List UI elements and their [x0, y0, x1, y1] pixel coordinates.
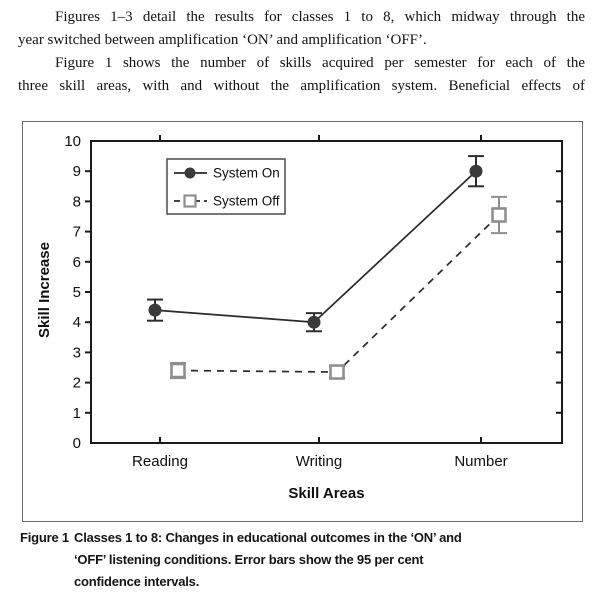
y-tick-label: 4 — [72, 314, 81, 332]
y-tick-label: 9 — [72, 163, 81, 181]
caption-label: Figure 1 — [20, 530, 69, 545]
y-tick-label: 10 — [64, 133, 81, 150]
y-tick-label: 6 — [72, 253, 81, 271]
marker-filled-circle — [308, 316, 321, 329]
y-tick-label: 1 — [72, 404, 81, 422]
y-tick-label: 5 — [72, 284, 81, 301]
y-tick-label: 2 — [72, 374, 81, 392]
x-axis-title: Skill Areas — [288, 485, 365, 502]
body-text — [18, 6, 585, 98]
y-tick-label: 7 — [72, 223, 81, 241]
text-line: three skill areas, with and without the amplification system. Beneficial effects of — [18, 78, 585, 94]
x-category-label: Number — [454, 453, 508, 470]
text-line: Figures 1–3 detail the results for classes 1 to 8, which midway through the — [55, 9, 585, 25]
y-tick-label: 0 — [72, 435, 81, 452]
legend-label: System Off — [213, 193, 280, 209]
text-line: Figure 1 shows the number of skills acquired per semester for each of the — [55, 55, 585, 71]
text-line: year switched between amplification ‘ON’ and amplification ‘OFF’. — [18, 32, 427, 48]
y-axis — [64, 133, 562, 452]
y-tick-label: 8 — [72, 193, 81, 211]
caption-line: ‘OFF’ listening conditions. Error bars show the 95 per cent — [74, 552, 424, 567]
x-category-label: Writing — [295, 453, 343, 470]
y-axis-title: Skill Increase — [36, 242, 53, 338]
plot-frame — [91, 141, 562, 443]
caption-line — [20, 527, 586, 549]
figure-1 — [22, 121, 583, 522]
y-tick-label: 3 — [72, 344, 81, 362]
series-line — [178, 215, 499, 372]
figure-1-chart — [23, 122, 582, 521]
legend-marker-filled-circle — [185, 168, 196, 179]
x-category-label: Reading — [132, 453, 188, 470]
caption-text: Classes 1 to 8: Changes in educational outcomes in the ‘ON’ and — [74, 530, 462, 545]
marker-filled-circle — [149, 304, 162, 317]
caption-line: confidence intervals. — [74, 574, 200, 589]
legend-label: System On — [213, 165, 280, 181]
marker-filled-circle — [470, 165, 483, 178]
legend — [167, 159, 285, 214]
figure-caption — [20, 527, 586, 593]
legend-marker-open-square — [185, 196, 196, 207]
marker-open-square — [172, 364, 185, 377]
series-system-off — [170, 197, 507, 379]
marker-open-square — [493, 208, 506, 221]
marker-open-square — [331, 366, 344, 379]
